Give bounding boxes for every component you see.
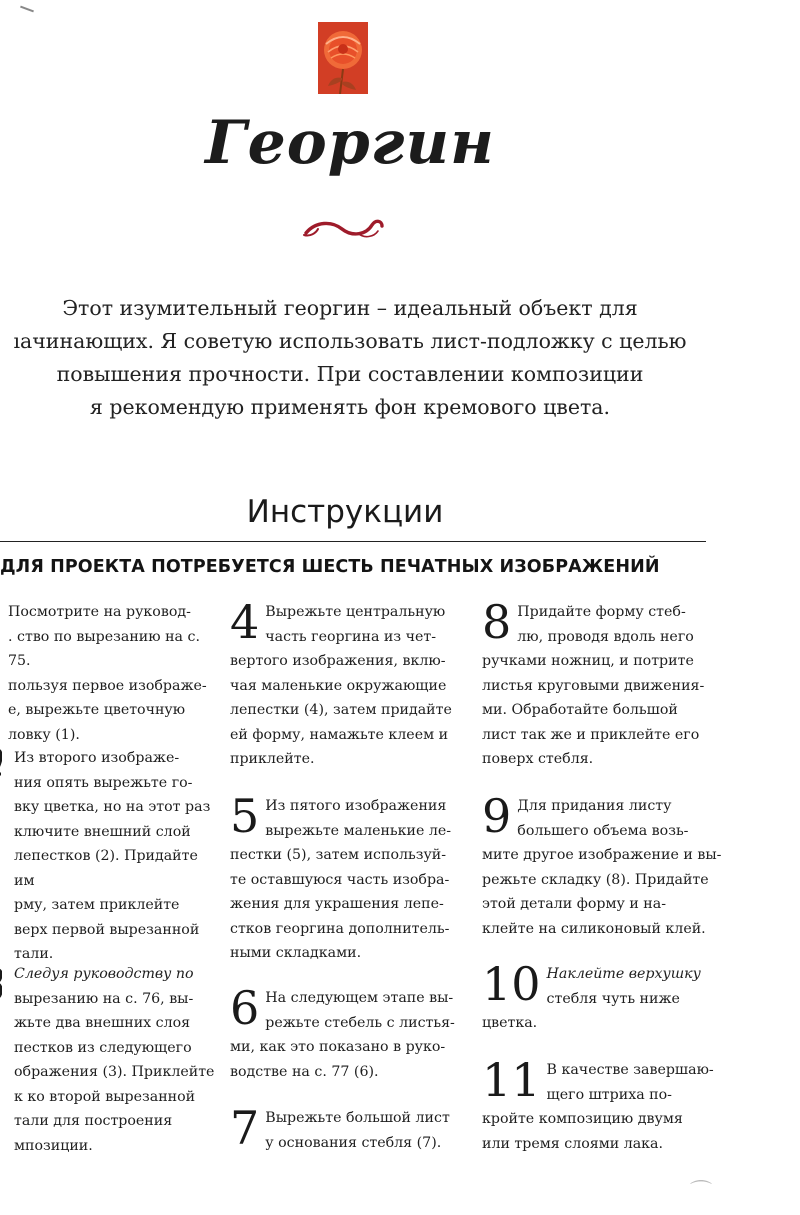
step-text: Вырежьте большой лист у основания стебля (7). xyxy=(265,1110,450,1151)
intro-paragraph xyxy=(0,292,700,424)
step-4 xyxy=(230,595,462,772)
intro-line: повышения прочности. При составлении композиции xyxy=(56,362,644,386)
step-text: Из пятого изображения вырежьте маленькие ле- пестки (5), затем используй- те оставшуюся часть изобра- жения для украшения лепе- стков георгина дополнитель- ными складками. xyxy=(230,798,452,961)
step-text: Для придания листу большего объема возь- мите другое изображение и вы- режьте складку (8). Придайте этой детали форму и на- клейте на силиконовый клей. xyxy=(482,798,722,937)
step-8 xyxy=(482,595,722,772)
step-number: 7 xyxy=(230,1101,260,1155)
step-lead: Следуя руководству по xyxy=(14,966,194,982)
step-6 xyxy=(230,981,462,1084)
step-number: 11 xyxy=(482,1053,541,1107)
step-number: 6 xyxy=(230,981,260,1035)
step-10 xyxy=(482,957,722,1036)
step-text: вырезанию на с. 76, вы- жьте два внешних слоя пестков из следующего ображения (3). Приклейте к ко второй вырезанной тали для построения мпозиции. xyxy=(14,990,215,1154)
step-number: 9 xyxy=(482,789,512,843)
step-lead: Наклейте верхушку xyxy=(546,966,701,982)
step-11 xyxy=(482,1053,722,1156)
step-5 xyxy=(230,789,462,966)
intro-line: Этот изумительный георгин – идеальный объект для xyxy=(62,296,638,320)
intro-line: я рекомендую применять фон кремового цвета. xyxy=(89,395,611,419)
step-3 xyxy=(8,962,220,1158)
step-number: 5 xyxy=(230,789,260,843)
step-9 xyxy=(482,789,722,941)
step-number: 4 xyxy=(230,595,260,649)
step-text: Вырежьте центральную часть георгина из чет- вертого изображения, вклю- чая маленькие окружающие лепестки (4), затем придайте ей форму, намажьте клеем и приклейте. xyxy=(230,604,452,767)
step-text: Посмотрите на руковод- . ство по вырезанию на с. 75. пользуя первое изображе- е, вырежьте цветочную ловку (1). xyxy=(8,604,207,743)
section-divider xyxy=(0,541,706,542)
intro-line: ıачинающих. Я советую использовать лист-подложку с целью xyxy=(13,329,687,353)
page-curl-mark: ⌒ xyxy=(690,1180,713,1205)
step-number: 8 xyxy=(482,595,512,649)
step-text: В качестве завершаю- щего штриха по- кройте композицию двумя или тремя слоями лака. xyxy=(482,1062,714,1152)
instructions-heading: Инструкции xyxy=(246,494,444,530)
step-1 xyxy=(8,600,220,747)
step-number-fragment xyxy=(0,966,2,1000)
dahlia-icon xyxy=(318,22,368,94)
corner-mark xyxy=(20,6,34,13)
requirement-line: ДЛЯ ПРОЕКТА ПОТРЕБУЕТСЯ ШЕСТЬ ПЕЧАТНЫХ ИЗОБРАЖЕНИЙ xyxy=(0,557,660,577)
page-title: Георгин xyxy=(205,108,495,178)
step-number: 10 xyxy=(482,957,541,1011)
step-text: Из второго изображе- ния опять вырежьте го- вку цветка, но на этот раз ключите внешний слой лепестков (2). Придайте им рму, затем приклейте верх первой вырезанной тали. xyxy=(14,750,211,962)
flourish-ornament xyxy=(302,213,386,241)
step-text: стебля чуть ниже цветка. xyxy=(482,990,680,1031)
step-2 xyxy=(8,746,220,967)
step-text: На следующем этапе вы- режьте стебель с листья- ми, как это показано в руко- водстве на с. 77 (6). xyxy=(230,990,455,1080)
step-text: Придайте форму стеб- лю, проводя вдоль него ручками ножниц, и потрите листья круговыми движения- ми. Обработайте большой лист так же и приклейте его поверх стебля. xyxy=(482,604,705,767)
step-7 xyxy=(230,1101,462,1155)
step-number-fragment xyxy=(0,746,2,776)
